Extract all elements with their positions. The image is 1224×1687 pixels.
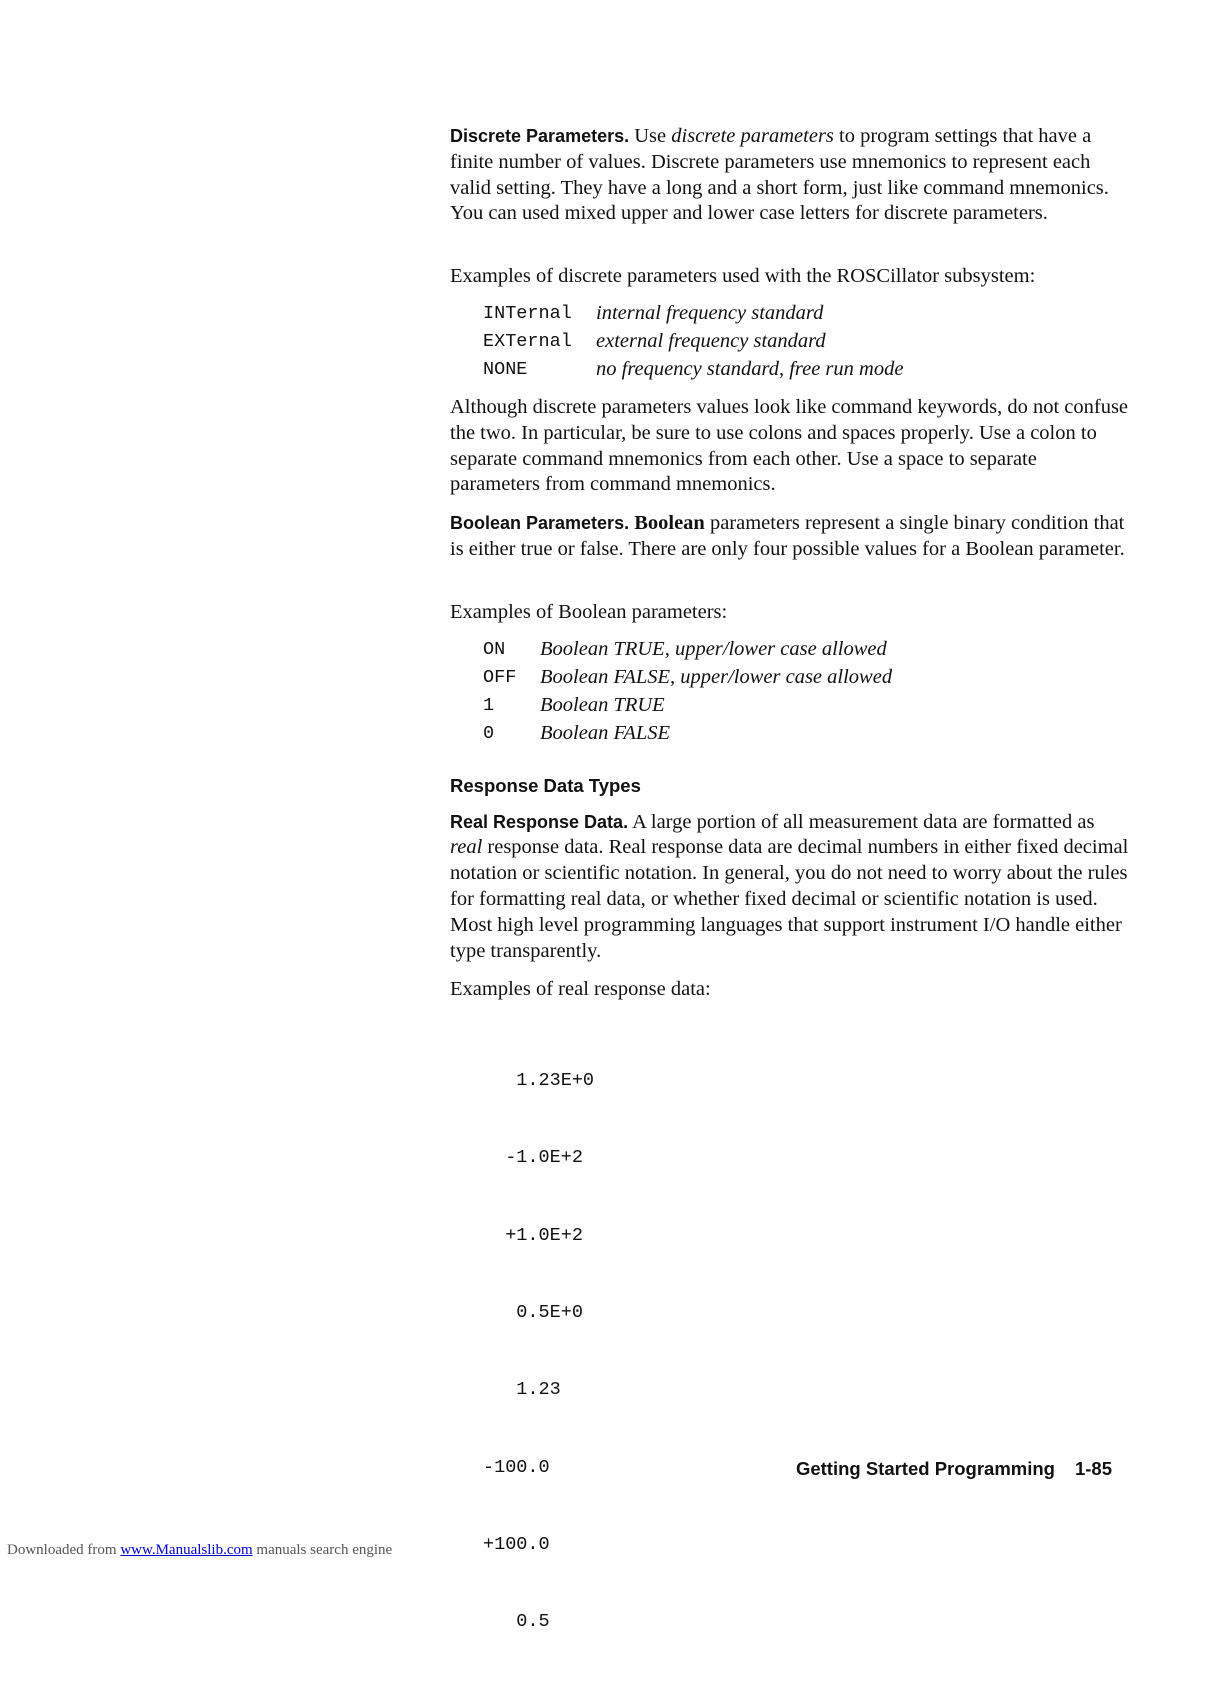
download-prefix: Downloaded from <box>7 1542 121 1558</box>
list-item <box>483 300 1130 328</box>
boolean-description: Boolean FALSE <box>540 722 671 745</box>
discrete-parameters-heading: Discrete Parameters. <box>450 126 630 146</box>
list-item: 0.5 <box>483 1611 550 1633</box>
discrete-term: INTernal <box>483 303 572 325</box>
discrete-examples-intro: Examples of discrete parameters used with the ROSCillator subsystem: <box>450 265 1036 288</box>
real-examples-list <box>483 1016 1130 1687</box>
boolean-term: OFF <box>483 667 517 689</box>
list-item: +1.0E+2 <box>483 1224 583 1246</box>
boolean-bold-word: Boolean <box>634 512 705 535</box>
discrete-term: NONE <box>483 359 528 381</box>
list-item: -100.0 <box>483 1456 550 1478</box>
download-source-line <box>7 1542 392 1559</box>
page-content <box>450 124 1130 1687</box>
real-response-heading: Real Response Data. <box>450 811 629 832</box>
boolean-description: Boolean FALSE, upper/lower case allowed <box>540 666 893 689</box>
discrete-intro-text: Use <box>629 125 672 147</box>
list-item <box>483 692 1130 720</box>
list-item <box>483 720 1130 748</box>
real-response-paragraph <box>450 810 1130 965</box>
discrete-term: EXTernal <box>483 331 572 353</box>
discrete-intro-emphasis: discrete parameters <box>671 125 834 147</box>
boolean-parameters-heading: Boolean Parameters. <box>450 513 630 534</box>
page-number: 1-85 <box>1074 1458 1112 1479</box>
list-item: 1.23 <box>483 1379 561 1401</box>
boolean-term: 1 <box>483 695 495 717</box>
list-item: 1.23E+0 <box>483 1069 595 1091</box>
discrete-description: internal frequency standard <box>596 302 824 325</box>
list-item: -1.0E+2 <box>483 1147 583 1169</box>
list-item <box>483 636 1130 664</box>
boolean-description: Boolean TRUE <box>540 694 665 717</box>
manualslib-link[interactable]: www.Manualslib.com <box>120 1542 253 1558</box>
list-item <box>483 356 1130 384</box>
boolean-term: 0 <box>483 723 495 745</box>
page-footer <box>796 1458 1112 1480</box>
boolean-text: parameters represent a single binary condition that is either true or false. There are only four possible values for a Boolean parameter. <box>450 512 1125 560</box>
real-response-text-continued: response data. Real response data are decimal numbers in either fixed decimal notation or scientific notation. In general, you do not need to worry about the rules for formatting real data, or whether fixed decimal or scientific notation is used. Most high level programming languages that support instrument I/O handle either type transparently. <box>450 836 1129 962</box>
list-item <box>483 664 1130 692</box>
download-suffix: manuals search engine <box>252 1542 393 1558</box>
real-response-emphasis: real <box>450 836 483 859</box>
discrete-note-paragraph: Although discrete parameters values look like command keywords, do not confuse the two. In particular, be sure to use colons and spaces properly. Use a colon to separate command mnemonics from each other. Use a space to separate parameters from command mnemonics. <box>450 395 1129 496</box>
boolean-examples-list <box>483 636 1130 748</box>
list-item <box>483 328 1130 356</box>
footer-title: Getting Started Programming <box>795 1458 1055 1479</box>
response-data-types-heading: Response Data Types <box>450 774 641 796</box>
discrete-description: no frequency standard, free run mode <box>596 358 904 381</box>
real-response-text: A large portion of all measurement data are formatted as <box>628 810 1095 833</box>
boolean-parameters-paragraph <box>450 511 1130 563</box>
discrete-intro-text-continued: to program settings that have a finite number of values. Discrete parameters use mnemonics to represent each valid setting. They have a long and a short form, just like command mnemonics. You can used mixed upper and lower case letters for discrete parameters. <box>450 125 1109 225</box>
discrete-examples-list <box>483 300 1130 384</box>
list-item: 0.5E+0 <box>483 1301 583 1323</box>
discrete-parameters-paragraph <box>450 124 1130 227</box>
discrete-description: external frequency standard <box>596 330 826 353</box>
real-examples-intro: Examples of real response data: <box>450 978 711 1001</box>
boolean-examples-intro: Examples of Boolean parameters: <box>450 600 728 623</box>
list-item: +100.0 <box>483 1534 550 1556</box>
boolean-term: ON <box>483 639 506 661</box>
boolean-description: Boolean TRUE, upper/lower case allowed <box>540 638 887 661</box>
